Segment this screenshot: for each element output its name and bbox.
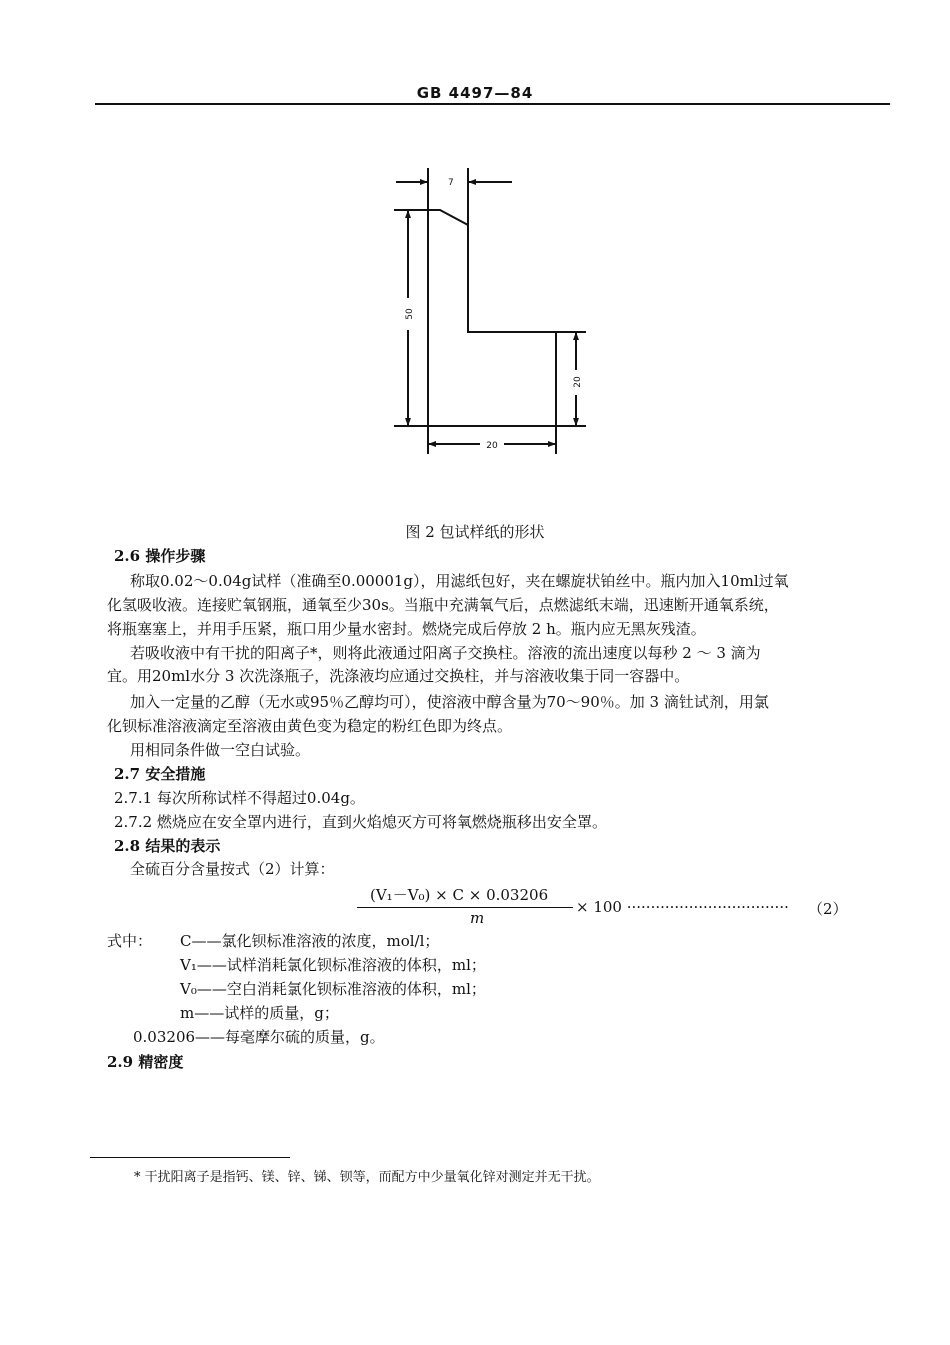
formula-intro: 全硫百分含量按式（2）计算： <box>130 860 335 878</box>
where-m: m——试样的质量，g； <box>180 1004 339 1022</box>
para-line: 加入一定量的乙醇（无水或95％乙醇均可），使溶液中醇含量为70～90％。加 3 滴钍试剂，用氯 <box>130 693 769 711</box>
fraction-bar <box>357 907 573 908</box>
para-line: 化氢吸收液。连接贮氧钢瓶，通氧至少30s。当瓶中充满氧气后，点燃滤纸末端，迅速断开通氧系统， <box>107 596 779 614</box>
where-constant: 0.03206——每毫摩尔硫的质量，g。 <box>133 1028 385 1046</box>
where-v0: V₀——空白消耗氯化钡标准溶液的体积，ml； <box>180 980 486 998</box>
formula-multiplier: × 100 ·································· <box>576 898 789 916</box>
section-2-7-heading: 2.7 安全措施 <box>114 765 206 783</box>
standard-code-header: GB 4497—84 <box>416 84 534 102</box>
para-line: 将瓶塞塞上，并用手压紧，瓶口用少量水密封。燃烧完成后停放 2 h。瓶内应无黑灰残渣。 <box>107 620 706 638</box>
where-c: C——氯化钡标准溶液的浓度，mol/l； <box>180 932 440 950</box>
formula-numerator: (V₁－V₀) × C × 0.03206 <box>370 886 549 904</box>
section-2-6-heading: 2.6 操作步骤 <box>114 547 206 565</box>
section-2-9-heading: 2.9 精密度 <box>107 1053 184 1071</box>
para-line: 称取0.02～0.04g试样（准确至0.00001g），用滤纸包好，夹在螺旋状铂丝中。瓶内加入10ml过氧 <box>130 572 789 590</box>
dim-step-height: 20 <box>573 376 583 388</box>
section-2-8-heading: 2.8 结果的表示 <box>114 837 221 855</box>
formula-number: （2） <box>808 900 848 918</box>
where-v1: V₁——试样消耗氯化钡标准溶液的体积，ml； <box>180 956 486 974</box>
footnote: * 干扰阳离子是指钙、镁、锌、锑、钡等，而配方中少量氧化锌对测定并无干扰。 <box>134 1170 600 1185</box>
para-line: 用相同条件做一空白试验。 <box>130 741 311 759</box>
dim-height-total: 50 <box>405 308 415 320</box>
clause-2-7-1: 2.7.1 每次所称试样不得超过0.04g。 <box>114 789 365 807</box>
clause-2-7-2: 2.7.2 燃烧应在安全罩内进行，直到火焰熄灭方可将氧燃烧瓶移出安全罩。 <box>114 813 607 831</box>
para-line: 化钡标准溶液滴定至溶液由黄色变为稳定的粉红色即为终点。 <box>107 717 513 735</box>
para-line: 若吸收液中有干扰的阳离子*，则将此液通过阳离子交换柱。溶液的流出速度以每秒 2 ～ 3 滴为 <box>130 644 761 662</box>
figure-caption: 图 2 包试样纸的形状 <box>405 523 545 541</box>
footnote-rule <box>90 1157 290 1158</box>
header-rule <box>95 103 890 105</box>
dim-top-width: 7 <box>448 178 454 188</box>
shape-outline <box>428 210 556 426</box>
formula-denominator: m <box>470 909 485 927</box>
sample-paper-shape-figure <box>380 160 620 460</box>
where-label: 式中： <box>107 932 153 950</box>
para-line: 宜。用20ml水分 3 次洗涤瓶子，洗涤液均应通过交换柱，并与溶液收集于同一容器中。 <box>107 667 690 685</box>
dim-bottom-width: 20 <box>486 441 498 451</box>
